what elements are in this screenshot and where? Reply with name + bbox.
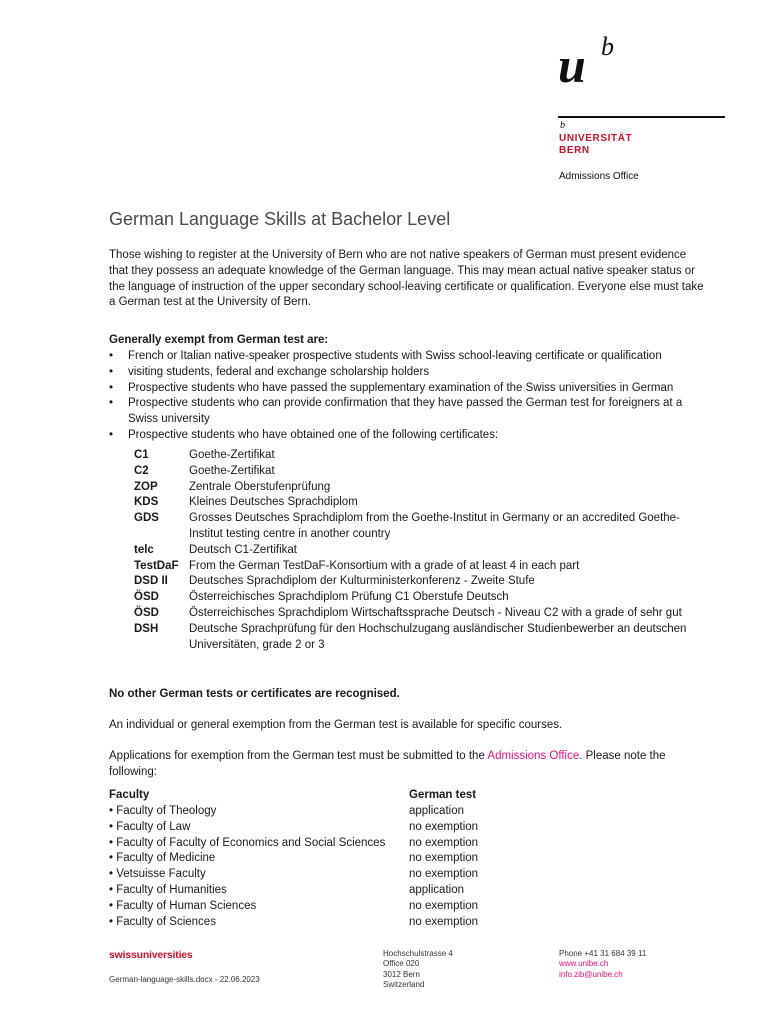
certificate-desc: Zentrale Oberstufenprüfung	[189, 480, 331, 493]
applications-text-after: . Please note the following:	[109, 750, 666, 778]
exempt-list	[109, 349, 704, 444]
faculty-test-value: no exemption	[409, 868, 479, 881]
email-link[interactable]: info.zib@unibe.ch	[559, 969, 623, 979]
faculty-name: • Faculty of Sciences	[109, 915, 216, 928]
certificate-row	[134, 448, 697, 464]
certificate-desc: Deutsch C1-Zertifikat	[189, 543, 298, 556]
university-logo-mark	[558, 32, 638, 93]
certificate-desc: Grosses Deutsches Sprachdiplom from the Goethe-Institut in Germany or an accredited Goethe-Institut testing centre in another country	[189, 512, 680, 540]
faculty-test-value: no exemption	[409, 852, 479, 865]
faculty-test-value: no exemption	[409, 899, 479, 912]
no-other-notice: No other German tests or certificates are recognised.	[109, 688, 400, 700]
applications-text-before: Applications for exemption from the German test must be submitted to the	[109, 750, 488, 762]
certificate-row	[134, 574, 697, 590]
certificate-row	[134, 622, 697, 654]
exempt-item: • Prospective students who have obtained one of the following certificates:	[109, 428, 704, 444]
faculty-name: • Faculty of Humanities	[109, 883, 227, 896]
address-line: Hochschulstrasse 4	[383, 949, 453, 958]
individual-exemption-text: An individual or general exemption from the German test is available for specific courses.	[109, 719, 563, 731]
address-line: 3012 Bern	[383, 969, 420, 979]
faculty-name: • Faculty of Theology	[109, 805, 217, 817]
university-name-line2: BERN	[559, 145, 590, 156]
certificate-row	[134, 590, 697, 606]
address-line: Switzerland	[383, 980, 425, 990]
footer-contact	[559, 949, 646, 980]
applications-paragraph	[109, 749, 704, 781]
certificate-desc: Goethe-Zertifikat	[189, 464, 275, 477]
certificate-row	[134, 464, 697, 480]
exempt-item: • visiting students, federal and exchange scholarship holders	[109, 365, 704, 381]
german-test-column-header: German test	[409, 789, 477, 801]
faculty-test-value: application	[409, 883, 464, 896]
certificate-code: DSD II	[134, 575, 168, 588]
certificate-desc: Deutsche Sprachprüfung für den Hochschulzugang ausländischer Studienbewerber an deutschen Universitäten, grade 2 or 3	[189, 622, 687, 651]
certificate-code: ÖSD	[134, 591, 159, 604]
swissuniversities-logo: swissuniversities	[109, 949, 193, 961]
faculty-column-header: Faculty	[109, 789, 150, 801]
certificate-code: KDS	[134, 496, 159, 509]
certificate-code: C2	[134, 464, 149, 477]
faculty-test-value: application	[409, 805, 464, 817]
certificate-row	[134, 559, 697, 575]
office-label: Admissions Office	[559, 171, 639, 182]
faculty-test-value: no exemption	[409, 820, 479, 833]
faculty-test-value: no exemption	[409, 915, 479, 928]
certificate-code: GDS	[134, 512, 159, 525]
certificate-desc: Kleines Deutsches Sprachdiplom	[189, 496, 358, 509]
logo-u: u	[558, 37, 586, 93]
exempt-item: • Prospective students who can provide confirmation that they have passed the German test for foreigners at a Swiss university	[109, 396, 704, 428]
certificate-code: C1	[134, 449, 149, 461]
certificate-row	[134, 495, 697, 511]
faculty-name: • Vetsuisse Faculty	[109, 868, 206, 881]
admissions-office-link[interactable]: Admissions Office	[487, 750, 580, 762]
exempt-item: • French or Italian native-speaker prospective students with Swiss school-leaving certificate or qualification	[109, 349, 704, 365]
phone-number: Phone +41 31 684 39 11	[559, 949, 647, 958]
faculty-name: • Faculty of Law	[109, 820, 191, 833]
university-name-line1: UNIVERSITÄT	[559, 133, 633, 144]
certificate-desc: Österreichisches Sprachdiplom Prüfung C1 Oberstufe Deutsch	[189, 591, 509, 604]
certificate-row	[134, 511, 697, 543]
footer-address	[383, 949, 453, 991]
certificates-table	[134, 448, 697, 653]
faculty-name: • Faculty of Human Sciences	[109, 899, 257, 912]
page-title: German Language Skills at Bachelor Level	[109, 209, 451, 229]
document-reference: German-language-skills.docx - 22.06.2023	[109, 975, 260, 984]
certificate-code: ZOP	[134, 480, 158, 493]
faculty-name: • Faculty of Faculty of Economics and Social Sciences	[109, 836, 386, 849]
certificate-code: TestDaF	[134, 559, 179, 572]
certificate-code: DSH	[134, 622, 159, 635]
faculty-name: • Faculty of Medicine	[109, 852, 216, 865]
intro-paragraph: Those wishing to register at the University of Bern who are not native speakers of German must present evidence that they possess an adequate knowledge of the German language. This may mean actual native speaker status or the language of instruction of the upper secondary school-leaving certificate or qualification. Everyone else must take a German test at the University of Bern.	[109, 249, 704, 309]
certificate-desc: Goethe-Zertifikat	[189, 449, 275, 461]
certificate-desc: Deutsches Sprachdiplom der Kulturministerkonferenz - Zweite Stufe	[189, 575, 535, 588]
faculty-test-value: no exemption	[409, 836, 479, 849]
certificate-desc: Österreichisches Sprachdiplom Wirtschaftssprache Deutsch - Niveau C2 with a grade of sehr gut	[189, 606, 682, 619]
certificate-desc: From the German TestDaF-Konsortium with a grade of at least 4 in each part	[189, 559, 580, 572]
logo-b: b	[601, 32, 614, 61]
exempt-item: • Prospective students who have passed the supplementary examination of the Swiss universities in German	[109, 381, 704, 397]
certificate-row	[134, 606, 697, 622]
certificate-row	[134, 480, 697, 496]
address-line: Office 020	[383, 959, 420, 969]
exempt-heading: Generally exempt from German test are:	[109, 334, 329, 346]
certificate-code: ÖSD	[134, 606, 159, 619]
university-name	[559, 133, 632, 157]
website-link[interactable]: www.unibe.ch	[559, 959, 609, 969]
certificate-code: telc	[134, 543, 154, 556]
logo-rule	[558, 116, 725, 118]
logo-small-b: b	[560, 120, 565, 131]
certificate-row	[134, 543, 697, 559]
